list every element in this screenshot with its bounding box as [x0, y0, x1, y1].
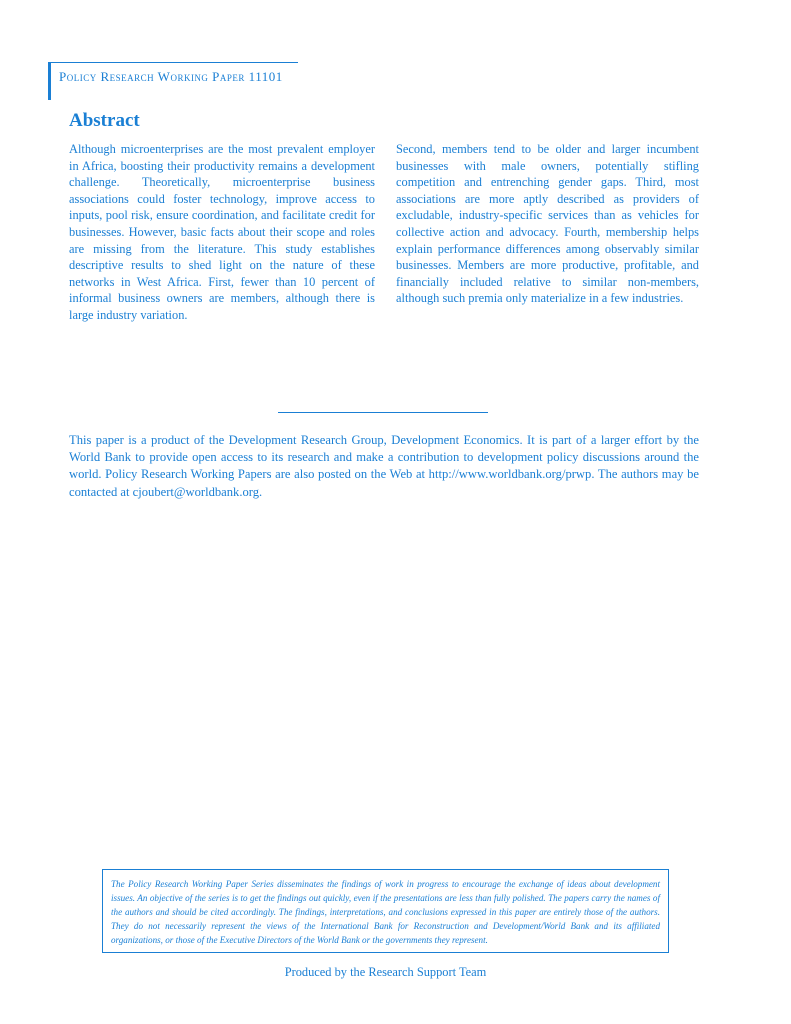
disclaimer-box [102, 869, 669, 953]
abstract-heading: Abstract [69, 110, 140, 131]
disclaimer-text: The Policy Research Working Paper Series disseminates the findings of work in progress to encourage the exchange of ideas about development issues. An objective of the series is to get the findings out quickly, even if the presentations are less than fully polished. The papers carry the names of the authors and should be cited accordingly. The findings, interpretations, and conclusions expressed in this paper are entirely those of the authors. They do not necessarily represent the views of the International Bank for Reconstruction and Development/World Bank and its affiliated organizations, or those of the Executive Directors of the World Bank or the governments they represent. [111, 879, 660, 945]
series-title: Policy Research Working Paper 11101 [59, 69, 283, 84]
abstract-column-left: Although microenterprises are the most prevalent employer in Africa, boosting their productivity remains a development challenge. Theoretically, microenterprise business associations could foster technology, improve access to inputs, pool risk, ensure coordination, and facilitate credit for businesses. However, basic facts about their scope and roles are missing from the literature. This study establishes descriptive results to shed light on the nature of these networks in West Africa. First, fewer than 10 percent of informal business owners are members, although there is large industry variation. [69, 142, 375, 322]
product-note: This paper is a product of the Development Research Group, Development Economics. It is part of a larger effort by the World Bank to provide open access to its research and make a contribution to development policy discussions around the world. Policy Research Working Papers are also posted on the Web at http://www.worldbank.org/prwp. The authors may be contacted at cjoubert@worldbank.org. [69, 433, 699, 499]
produced-by-footer: Produced by the Research Support Team [284, 965, 487, 979]
series-header [48, 62, 298, 100]
abstract-column-right: Second, members tend to be older and larger incumbent businesses with male owners, potentially stifling competition and entrenching gender gaps. Third, most associations are more aptly described as providers of excludable, industry-specific services than as vehicles for collective action and advocacy. Fourth, membership helps explain performance differences among observably similar businesses. Members are more productive, profitable, and financially included relative to similar non-members, although such premia only materialize in a few industries. [396, 142, 699, 306]
separator-rule [278, 412, 488, 413]
